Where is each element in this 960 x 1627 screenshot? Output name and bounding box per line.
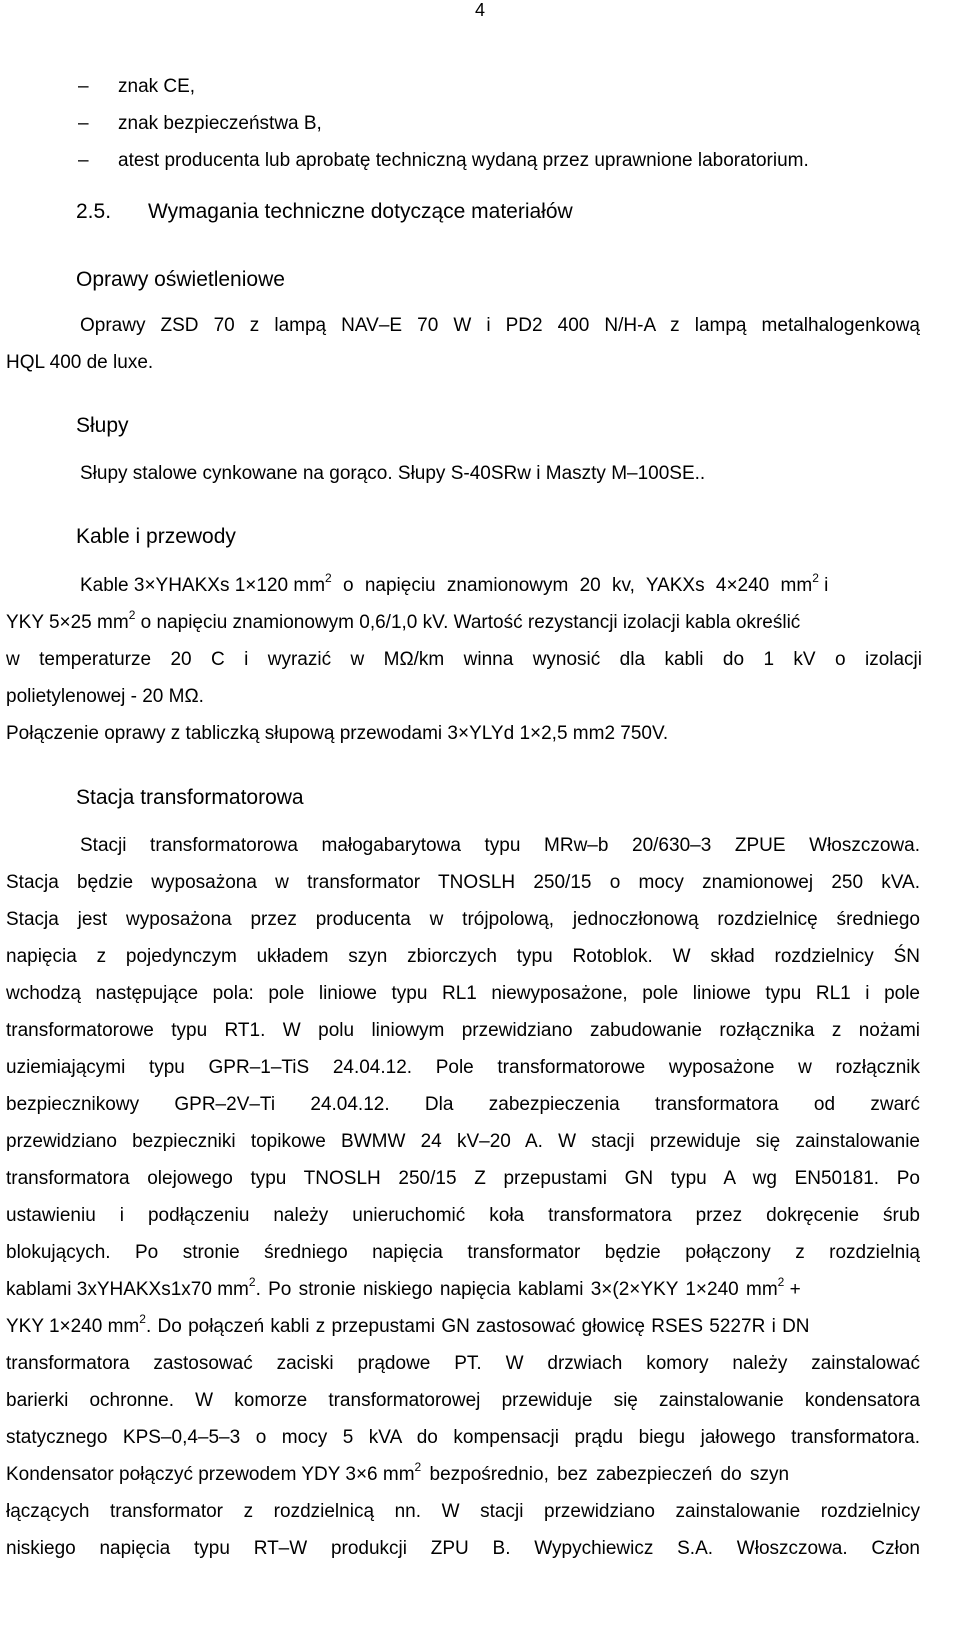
paragraph-line: łączących transformator z rozdzielnicą nn. W stacji przewidziano zainstalowanie rozdzielnicy: [6, 1501, 920, 1522]
paragraph-line: w temperaturze 20 C i wyrazić w MΩ/km winna wynosić dla kabli do 1 kV o izolacji: [6, 649, 922, 670]
paragraph-line: Stacja będzie wyposażona w transformator TNOSLH 250/15 o mocy znamionowej 250 kVA.: [6, 872, 920, 893]
superscript: 2: [414, 1459, 422, 1474]
paragraph-line: [6, 1311, 920, 1340]
paragraph-line: ustawieniu i podłączeniu należy unieruchomić koła transformatora przez dokręcenie śrub: [6, 1205, 920, 1226]
text-run: kablami 3xYHAKXs1x70 mm: [6, 1279, 249, 1300]
paragraph-line: niskiego napięcia typu RT–W produkcji ZPU B. Wypychiewicz S.A. Włoszczowa. Człon: [6, 1538, 920, 1559]
paragraph-line: uziemiającymi typu GPR–1–TiS 24.04.12. Pole transformatorowe wyposażone w rozłącznik: [6, 1057, 920, 1078]
superscript: 2: [128, 607, 136, 622]
text-run: YKY 1×240 mm: [6, 1316, 140, 1337]
paragraph-line: transformatorowe typu RT1. W polu liniowym przewidziano zabudowanie rozłącznika z nożami: [6, 1020, 920, 1041]
superscript: 2: [777, 1274, 785, 1289]
paragraph-line: transformatora zastosować zaciski prądowe PT. W drzwiach komory należy zainstalować: [6, 1353, 920, 1374]
section-title: [76, 200, 573, 224]
list-item-text: atest producenta lub aprobatę techniczną wydaną przez uprawnione laboratorium.: [118, 150, 809, 171]
superscript: 2: [325, 570, 332, 585]
superscript: 2: [139, 1311, 146, 1326]
bullet-dash: –: [78, 113, 89, 134]
text-run: +: [784, 1279, 801, 1300]
heading-kable: Kable i przewody: [76, 525, 236, 548]
page-number: 4: [474, 0, 485, 20]
paragraph-line: blokujących. Po stronie średniego napięcia transformator będzie połączony z rozdzielnią: [6, 1242, 920, 1263]
superscript: 2: [812, 570, 819, 585]
paragraph-line: Stacja jest wyposażona przez producenta w trójpolową, jednoczłonową rozdzielnicę średniego: [6, 909, 920, 930]
paragraph-line: [80, 570, 922, 599]
bullet-dash: –: [78, 76, 89, 97]
paragraph-line: [6, 607, 801, 636]
text-run: Kable 3×YHAKXs 1×120 mm: [80, 575, 326, 596]
paragraph-line: [6, 1274, 920, 1303]
section-title-text: Wymagania techniczne dotyczące materiałów: [148, 200, 573, 223]
heading-stacja: Stacja transformatorowa: [76, 786, 304, 809]
text-run: Kondensator połączyć przewodem YDY 3×6 mm: [6, 1464, 415, 1485]
paragraph-line: statycznego KPS–0,4–5–3 o mocy 5 kVA do kompensacji prądu biegu jałowego transformatora.: [6, 1427, 920, 1448]
paragraph-line: barierki ochronne. W komorze transformatorowej przewiduje się zainstalowanie kondensatora: [6, 1390, 920, 1411]
paragraph-line: transformatora olejowego typu TNOSLH 250/15 Z przepustami GN typu A wg EN50181. Po: [6, 1168, 920, 1189]
heading-slupy: Słupy: [76, 414, 129, 437]
text-run: o napięciu znamionowym 0,6/1,0 kV. Wartość rezystancji izolacji kabla określić: [135, 612, 801, 633]
text-run: i: [818, 575, 829, 596]
text-run: YKY 5×25 mm: [6, 612, 129, 633]
paragraph-line: polietylenowej - 20 MΩ.: [6, 686, 204, 707]
paragraph-line: przewidziano bezpieczniki topikowe BWMW 24 kV–20 A. W stacji przewiduje się zainstalowanie: [6, 1131, 920, 1152]
text-run: bezpośrednio, bez zabezpieczeń do szyn: [421, 1464, 790, 1485]
section-number: 2.5.: [76, 200, 112, 223]
paragraph-line: wchodzą następujące pola: pole liniowe typu RL1 niewyposażone, pole liniowe typu RL1 i pole: [6, 983, 920, 1004]
text-run: o napięciu znamionowym 20 kv, YAKXs 4×240 mm: [331, 575, 813, 596]
paragraph-line: HQL 400 de luxe.: [6, 352, 154, 373]
paragraph-line: napięcia z pojedynczym układem szyn zbiorczych typu Rotoblok. W skład rozdzielnicy ŚN: [6, 946, 920, 967]
paragraph-line: Połączenie oprawy z tabliczką słupową przewodami 3×YLYd 1×2,5 mm2 750V.: [6, 723, 669, 744]
text-run: . Po stronie niskiego napięcia kablami 3×(2×YKY 1×240 mm: [255, 1279, 778, 1300]
paragraph-line: [6, 1459, 920, 1488]
paragraph-line: Oprawy ZSD 70 z lampą NAV–E 70 W i PD2 400 N/H-A z lampą metalhalogenkową: [80, 315, 920, 336]
bullet-dash: –: [78, 150, 89, 171]
text-run: . Do połączeń kabli z przepustami GN zastosować głowicę RSES 5227R i DN: [145, 1316, 810, 1337]
superscript: 2: [248, 1274, 256, 1289]
paragraph-line: bezpiecznikowy GPR–2V–Ti 24.04.12. Dla zabezpieczenia transformatora od zwarć: [6, 1094, 920, 1115]
paragraph-line: Słupy stalowe cynkowane na gorąco. Słupy S-40SRw i Maszty M–100SE..: [80, 463, 706, 484]
list-item-text: znak bezpieczeństwa B,: [118, 113, 322, 134]
list-item-text: znak CE,: [118, 76, 196, 97]
heading-oprawy: Oprawy oświetleniowe: [76, 268, 285, 291]
paragraph-line: Stacji transformatorowa małogabarytowa typu MRw–b 20/630–3 ZPUE Włoszczowa.: [80, 835, 920, 856]
